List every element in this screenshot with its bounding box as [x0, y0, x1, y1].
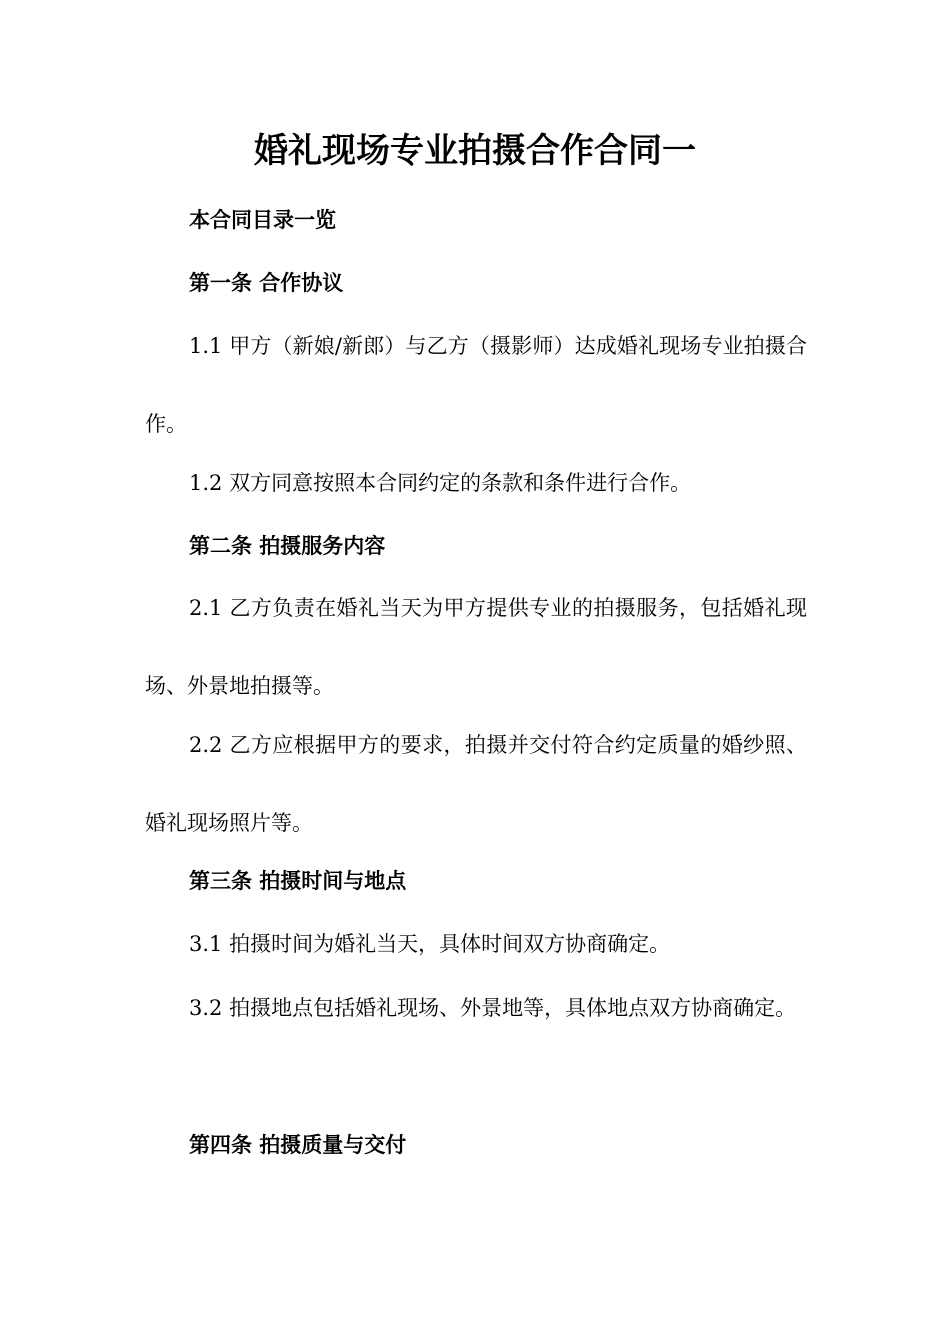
article-2-para-2: 2.2 乙方应根据甲方的要求，拍摄并交付符合约定质量的婚纱照、婚礼现场照片等。 [145, 733, 807, 835]
toc-heading: 本合同目录一览 [189, 208, 336, 232]
article-1-heading: 第一条 合作协议 [189, 271, 344, 295]
article-3-para-1: 3.1 拍摄时间为婚礼当天，具体时间双方协商确定。 [189, 932, 671, 956]
article-1-para-2: 1.2 双方同意按照本合同约定的条款和条件进行合作。 [189, 471, 692, 495]
article-3-para-2: 3.2 拍摄地点包括婚礼现场、外景地等，具体地点双方协商确定。 [189, 996, 797, 1020]
article-3-heading: 第三条 拍摄时间与地点 [189, 869, 407, 893]
document-title: 婚礼现场专业拍摄合作合同一 [254, 131, 696, 171]
article-2-heading: 第二条 拍摄服务内容 [189, 534, 386, 558]
article-4-heading: 第四条 拍摄质量与交付 [189, 1133, 407, 1157]
article-2-para-1: 2.1 乙方负责在婚礼当天为甲方提供专业的拍摄服务，包括婚礼现场、外景地拍摄等。 [145, 596, 807, 698]
article-1-para-1: 1.1 甲方（新娘/新郎）与乙方（摄影师）达成婚礼现场专业拍摄合作。 [145, 334, 807, 436]
